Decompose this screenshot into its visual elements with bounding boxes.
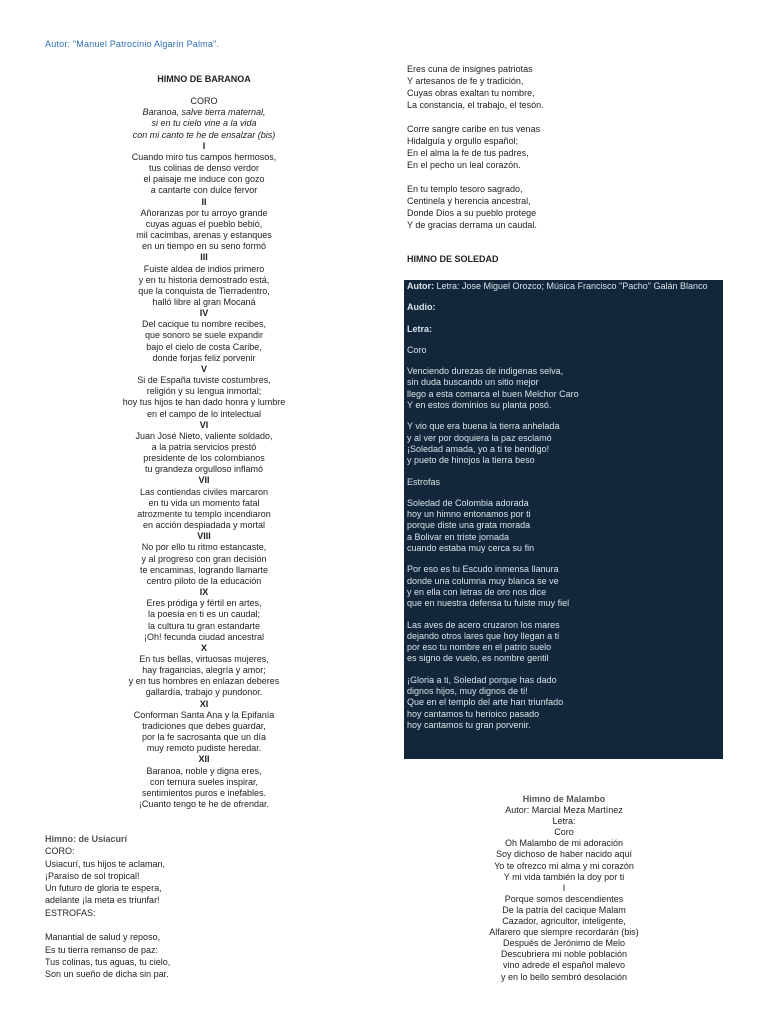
verse-line: mil cacimbas, arenas y estanques	[136, 230, 272, 241]
verse-line: cuando estaba muy cerca su fin	[407, 543, 535, 554]
author-line: Autor: "Manuel Patrocinio Algarín Palma".	[45, 39, 220, 49]
verse-line: Alfarero que siempre recordarán (bis)	[489, 927, 639, 938]
stanza-number: VII	[198, 475, 210, 486]
verse-line: el paisaje me induce con gozo	[143, 174, 265, 185]
verse-line: Tus colinas, tus aguas, tu cielo,	[45, 956, 171, 967]
soledad-verse	[407, 564, 720, 609]
verse-line: Manantial de salud y reposo,	[45, 932, 161, 943]
verse-line: y en tus hombres en enlazan deberes	[128, 676, 280, 687]
soledad-author	[407, 281, 720, 292]
verse-line: Centinela y herencia ancestral,	[407, 196, 531, 206]
soledad-estrofas-label: Estrofas	[407, 476, 441, 487]
verse-line: en acción despiadada y mortal	[142, 520, 266, 531]
verse-line: y en lo bello sembró desolación	[500, 971, 628, 982]
verse-line: Y vio que era buena la tierra anhelada	[407, 421, 560, 432]
verse-line: por eso tu nombre en el patrio suelo	[407, 642, 552, 653]
verse-line: religión y su lengua inmortal;	[146, 386, 262, 397]
soledad-hymn-box	[404, 280, 723, 759]
verse-line: Juan José Nieto, valiente soldado,	[135, 430, 273, 441]
verse-line: Fuiste aldea de indios primero	[143, 263, 265, 274]
verse-line: donde una columna muy blanca se ve	[407, 575, 559, 586]
autor-label: Autor:	[407, 281, 434, 291]
soledad-coro-label: Coro	[407, 344, 427, 355]
verse-line: Oh Malambo de mi adoración	[504, 838, 624, 849]
soledad-verse	[407, 421, 720, 466]
verse-line: y en tu historia demostrado está,	[138, 274, 270, 285]
verse-line: I	[562, 882, 566, 893]
verse-line: con ternura sueles inspirar,	[149, 776, 259, 787]
verse-line: Es tu tierra remanso de paz:	[45, 944, 159, 955]
verse-line: atrozmente tu templo incendiaron	[137, 508, 271, 519]
stanza-number: II	[201, 196, 207, 207]
letra-label: Letra:	[407, 323, 433, 334]
stanza-number: XII	[198, 754, 210, 765]
baranoa-coro-label: CORO	[190, 96, 218, 107]
verse-line: ¡Paraíso de sol tropical!	[45, 870, 140, 881]
verse-line: hoy un himno entonamos por ti	[407, 509, 531, 520]
verse-line: Soy dichoso de haber nacido aquí	[495, 849, 633, 860]
verse-line: y en ella con letras de oro nos dice	[407, 586, 547, 597]
stanza-number: X	[200, 642, 207, 653]
verse-line: Del cacique tu nombre recibes,	[141, 319, 267, 330]
verse-line: y al ver por doquiera la paz esclamó	[407, 432, 552, 443]
verse-line: Si de España tuviste costumbres,	[137, 375, 271, 386]
verse-line: halló libre al gran Mocaná	[152, 296, 256, 307]
verse-line: Porque somos descendientes	[504, 893, 624, 904]
verse-line: tradiciones que debes guardar,	[142, 720, 266, 731]
verse-line: Corre sangre caribe en tus venas	[407, 124, 541, 134]
verse-line: sentimientos puros e inefables.	[141, 787, 267, 798]
verse-line: Donde Dios a su pueblo protege	[407, 208, 537, 218]
verse-line: Después de Jerónimo de Melo	[502, 938, 626, 949]
verse-line: es signo de vuelo, es nombre gentil	[407, 653, 549, 664]
verse-line: te encaminas, logrando llamarte	[139, 564, 269, 575]
stanza-number: IV	[199, 308, 209, 319]
verse-line: que la conquista de Tierradentro,	[138, 285, 270, 296]
verse-line: La constancia, el trabajo, el tesón.	[407, 100, 544, 110]
verse-line: donde forjas feliz porvenir	[152, 352, 256, 363]
verse-line: porque diste una grata morada	[407, 520, 531, 531]
stanza-number: III	[200, 252, 208, 263]
stanza-number: V	[200, 363, 207, 374]
verse-line: hoy cantamos tu herioico pasado	[407, 708, 540, 719]
verse-line: Por eso es tu Escudo inmensa llanura	[407, 564, 559, 575]
verse-line: y pueto de hinojos la tierra beso	[407, 455, 535, 466]
stanza	[407, 123, 707, 171]
verse-line: en un tiempo en su seno formó	[141, 241, 267, 252]
verse-line: dignos hijos, muy dignos de ti!	[407, 686, 528, 697]
verse-line: Descubriera mi noble población	[500, 949, 628, 960]
verse-line: gallardía, trabajo y pundonor.	[145, 687, 263, 698]
soledad-title: HIMNO DE SOLEDAD	[407, 254, 499, 264]
verse-line: la cultura tu gran estandarte	[147, 620, 261, 631]
verse-line: a Bolivar en triste jornada	[407, 531, 510, 542]
verse-line: adelante ¡la meta es triunfar!	[45, 895, 160, 906]
stanza-number: VIII	[197, 531, 211, 542]
verse-line: muy remoto pudiste heredar.	[146, 743, 262, 754]
verse-line: sin duda buscando un sitio mejor	[407, 377, 539, 388]
verse-line: Y de gracias derrama un caudal.	[407, 220, 537, 230]
verse-line: centro piloto de la educación	[146, 575, 262, 586]
malambo-lines	[464, 805, 664, 983]
baranoa-stanzas	[95, 141, 313, 810]
verse-line: De la patria del cacique Malam	[502, 904, 626, 915]
stanza-number: XI	[199, 698, 209, 709]
verse-line: Eres cuna de insignes patriotas	[407, 64, 533, 74]
verse-line: vino adrede el español malevo	[502, 960, 626, 971]
usiacuri-lines	[45, 845, 245, 980]
verse-line: Usiacurí, tus hijos te aclaman,	[45, 858, 166, 869]
verse-line: bajo el cielo de costa Caribe,	[146, 341, 262, 352]
baranoa-title: HIMNO DE BARANOA	[157, 74, 251, 84]
verse-line: ¡Cuanto tengo te he de ofrendar.	[138, 799, 270, 809]
verse-line: Hidalguía y orgullo español;	[407, 136, 519, 146]
usiacuri-title: Himno: de Usiacurí	[45, 834, 128, 844]
verse-line: ¡Gloria a ti, Soledad porque has dado	[407, 674, 557, 685]
soledad-verse	[407, 675, 720, 731]
verse-line: Y artesanos de fe y tradición,	[407, 76, 524, 86]
verse-line: Y mi vida también la doy por ti	[503, 871, 625, 882]
verse-line: Cuando miro tus campos hermosos,	[131, 151, 277, 162]
verse-line: Cazador, agricultor, inteligente,	[502, 916, 626, 927]
verse-line: la poesía en ti es un caudal;	[147, 609, 261, 620]
verse-line: CORO:	[45, 846, 75, 857]
stanza-number: I	[202, 140, 206, 151]
stanza-number: IX	[199, 587, 209, 598]
verse-line: dejando otros lares que hoy llegan a ti	[407, 630, 560, 641]
continuation-stanzas	[407, 63, 707, 243]
verse-line: Conforman Santa Ana y la Epifanía	[133, 709, 275, 720]
verse-line: ¡Oh! fecunda ciudad ancestral	[143, 631, 265, 642]
verse-line: En el pecho un leal corazón.	[407, 160, 521, 170]
verse-line: Coro	[554, 827, 574, 838]
verse-line: Letra:	[552, 816, 576, 827]
audio-label: Audio:	[407, 302, 436, 313]
verse-line: Las contiendas civiles marcaron	[139, 486, 269, 497]
stanza	[407, 183, 707, 231]
verse-line: Cuyas obras exaltan tu nombre,	[407, 88, 535, 98]
verse-line: que sonoro se suele expandir	[144, 330, 264, 341]
verse-line: Y en estos dominios su planta posó.	[407, 400, 552, 411]
coro-line: Baranoa, salve tierra maternal,	[142, 107, 266, 118]
usiacuri-hymn	[45, 833, 245, 981]
verse-line: a cantarte con dulce fervor	[150, 185, 258, 196]
verse-line: No por ello tu ritmo estancaste,	[141, 542, 267, 553]
coro-line: si en tu cielo vine a la vida	[151, 118, 257, 129]
verse-line: cuyas aguas el pueblo bebió,	[145, 218, 263, 229]
verse-line: hay fragancias, alegría y amor;	[142, 665, 266, 676]
verse-line: Eres pródiga y fértil en artes,	[146, 598, 262, 609]
malambo-hymn	[464, 794, 664, 983]
verse-line: en el campo de lo intelectual	[146, 408, 262, 419]
verse-line: Soledad de Colombia adorada	[407, 497, 529, 508]
verse-line: presidente de los colombianos	[143, 453, 265, 464]
stanza-number: VI	[199, 419, 209, 430]
verse-line: Baranoa, noble y digna eres,	[146, 765, 262, 776]
malambo-title: Himno de Malambo	[522, 794, 606, 804]
verse-line: llego a esta comarca el buen Melchor Caro	[407, 388, 579, 399]
verse-line: en tu vida un momento fatal	[148, 497, 260, 508]
verse-line: En tus bellas, virtuosas mujeres,	[139, 653, 269, 664]
verse-line: Las aves de acero cruzaron los mares	[407, 619, 560, 630]
verse-line: Yo te ofrezco mi alma y mi corazón	[494, 860, 634, 871]
verse-line: ESTROFAS:	[45, 907, 96, 918]
verse-line: hoy tus hijos te han dado honra y lumbre	[122, 397, 286, 408]
verse-line: Son un sueño de dicha sin par.	[45, 969, 169, 980]
verse-line: a la patria servicios prestó	[151, 442, 257, 452]
verse-line: Un futuro de gloria te espera,	[45, 883, 162, 894]
verse-line: tus colinas de denso verdor	[148, 163, 260, 174]
verse-line: Venciendo durezas de indigenas selva,	[407, 366, 564, 377]
verse-line: Añoranzas por tu arroyo grande	[140, 207, 268, 218]
autor-text: Letra: Jose Miguel Orozco; Música Francisco "Pacho" Galán Blanco	[434, 281, 708, 291]
verse-line: tu grandeza orgulloso inflamó	[144, 464, 264, 475]
soledad-verse	[407, 620, 720, 665]
soledad-verse	[407, 366, 720, 411]
stanza	[407, 63, 707, 111]
verse-line: ¡Soledad amada, yo a ti te bendigo!	[407, 443, 550, 454]
verse-line: En tu templo tesoro sagrado,	[407, 184, 523, 194]
verse-line: y al progreso con gran decisión	[141, 553, 267, 564]
coro-line: con mi canto te he de ensalzar (bis)	[132, 129, 276, 140]
soledad-verse	[407, 498, 720, 554]
baranoa-hymn	[95, 74, 313, 810]
verse-line: Que en el templo del arte han triunfado	[407, 697, 564, 708]
verse-line: Autor: Marcial Meza Martínez	[505, 805, 623, 816]
verse-line: hoy cantamos tu gran porvenir.	[407, 719, 531, 730]
verse-line: En el alma la fe de tus padres,	[407, 148, 529, 158]
verse-line: por la fe sacrosanta que un día	[141, 732, 267, 743]
verse-line: que en nuestra defensa tu fuiste muy fiel	[407, 598, 570, 609]
